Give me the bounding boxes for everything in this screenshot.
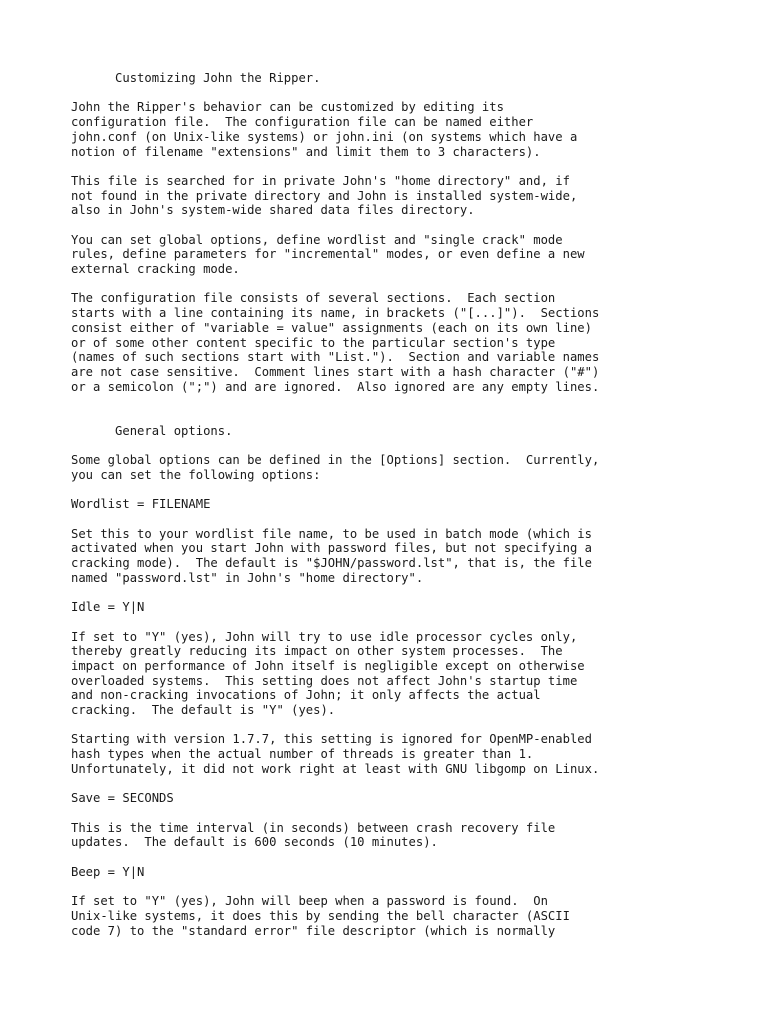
option-save: Save = SECONDS bbox=[71, 791, 174, 806]
paragraph-intro: John the Ripper's behavior can be customized by editing its configuration file. The configuration file can be named either john.conf (on Unix-like systems) or john.ini (on systems which have a notion of filename "extensions" and limit them to 3 characters). bbox=[71, 100, 578, 159]
paragraph-search-path: This file is searched for in private John's "home directory" and, if not found in the private directory and John is installed system-wide, also in John's system-wide shared data files directory. bbox=[71, 173, 578, 218]
paragraph-save: This is the time interval (in seconds) between crash recovery file updates. The default is 600 seconds (10 minutes). bbox=[71, 820, 556, 850]
paragraph-openmp: Starting with version 1.7.7, this setting is ignored for OpenMP-enabled hash types when the actual number of threads is greater than 1. Unfortunately, it did not work right at least with GNU libgomp on Linux. bbox=[71, 732, 600, 776]
section-title-general-options: General options. bbox=[71, 423, 233, 438]
option-beep: Beep = Y|N bbox=[71, 864, 145, 879]
paragraph-sections: The configuration file consists of several sections. Each section starts with a line containing its name, in brackets ("[...]"). Sections consist either of "variable = value" assignments (each on its own line) or of some other content specific to the particular section's type (names of such sections start with "List."). Section and variable names are not case sensitive. Comment lines start with a hash character ("#") or a semicolon (";") and are ignored. Also ignored are any empty lines. bbox=[71, 291, 600, 394]
paragraph-options-intro: Some global options can be defined in the [Options] section. Currently, you can set the following options: bbox=[71, 453, 600, 482]
paragraph-idle: If set to "Y" (yes), John will try to use idle processor cycles only, thereby greatly reducing its impact on other system processes. The impact on performance of John itself is negligible except on otherwise overloaded systems. This setting does not affect John's startup time and non-cracking invocations of John; it only affects the actual cracking. The default is "Y" (yes). bbox=[71, 629, 585, 718]
paragraph-wordlist: Set this to your wordlist file name, to be used in batch mode (which is activated when you start John with password files, but not specifying a cracking mode). The default is "$JOHN/password.lst", that is, the file named "password.lst" in John's "home directory". bbox=[71, 526, 592, 585]
paragraph-global-options: You can set global options, define wordlist and "single crack" mode rules, define parameters for "incremental" modes, or even define a new external cracking mode. bbox=[71, 232, 585, 277]
paragraph-beep: If set to "Y" (yes), John will beep when a password is found. On Unix-like systems, it does this by sending the bell character (ASCII code 7) to the "standard error" file descriptor (which is normally bbox=[71, 894, 570, 938]
document-page bbox=[71, 71, 731, 938]
option-wordlist: Wordlist = FILENAME bbox=[71, 497, 211, 512]
option-idle: Idle = Y|N bbox=[71, 600, 145, 615]
section-title-customizing: Customizing John the Ripper. bbox=[71, 71, 321, 85]
